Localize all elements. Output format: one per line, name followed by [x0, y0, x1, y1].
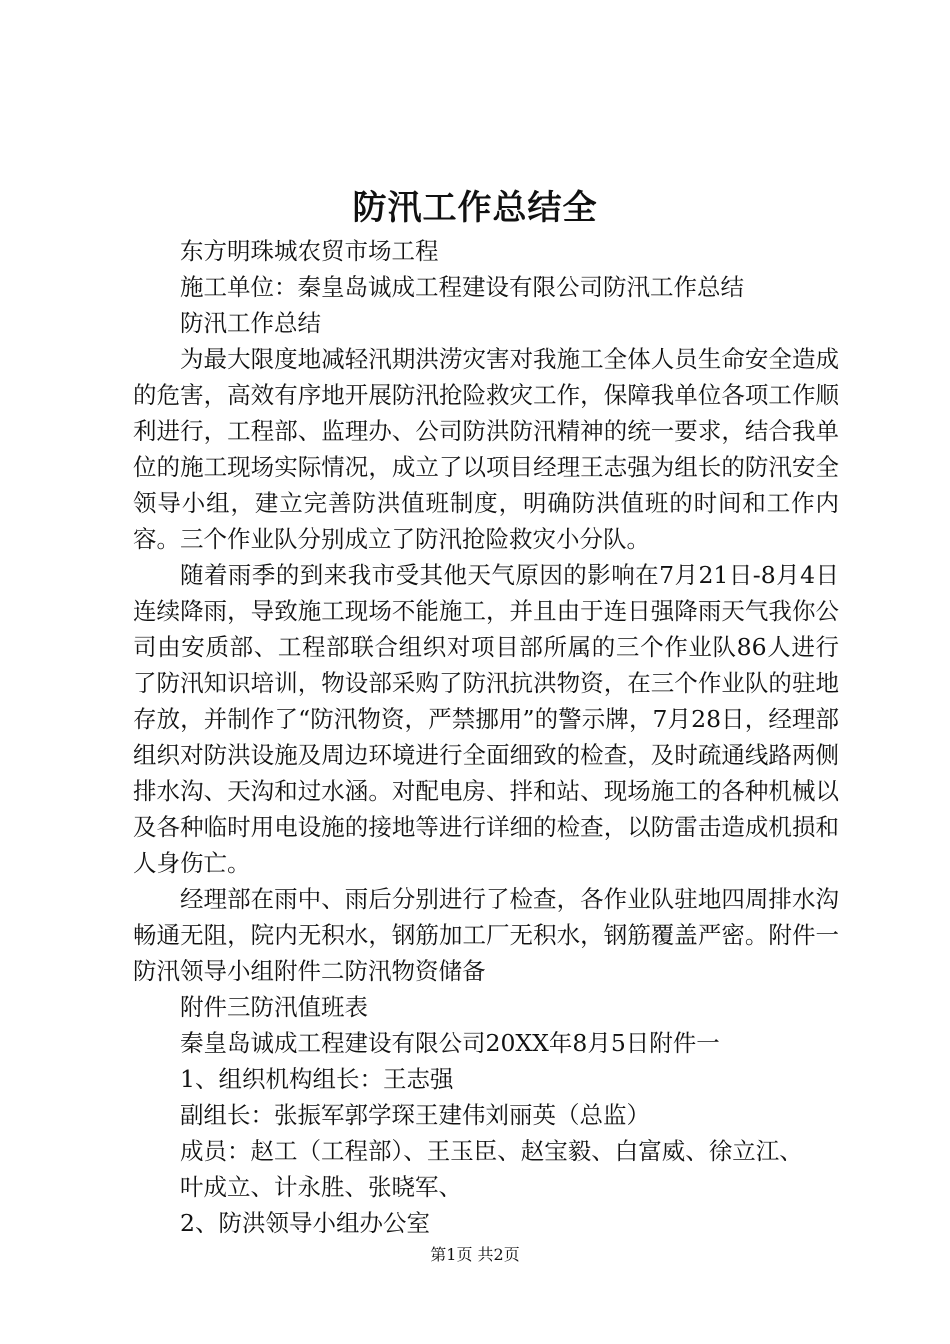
document-title: 防汛工作总结全 [352, 188, 598, 228]
document-body [133, 233, 839, 1241]
project-name-line: 东方明珠城农贸市场工程 [180, 237, 439, 265]
section-heading-line: 防汛工作总结 [180, 309, 321, 337]
organization-leader-line: 1、组织机构组长：王志强 [180, 1065, 454, 1093]
members-continued-line: 叶成立、计永胜、张晓军、 [180, 1173, 462, 1201]
members-line: 成员：赵工（工程部）、王玉臣、赵宝毅、白富威、徐立江、 [180, 1137, 803, 1165]
attachment-line: 附件三防汛值班表 [180, 993, 368, 1021]
body-paragraph: 经理部在雨中、雨后分别进行了检查，各作业队驻地四周排水沟畅通无阻，院内无积水，钢筋加工厂无积水，钢筋覆盖严密。附件一防汛领导小组附件二防汛物资储备 [133, 885, 839, 985]
signature-date-line: 秦皇岛诚成工程建设有限公司20XX年8月5日附件一 [180, 1029, 720, 1057]
deputy-leader-line: 副组长：张振军郭学琛王建伟刘丽英（总监） [180, 1101, 650, 1129]
office-line: 2、防洪领导小组办公室 [180, 1209, 430, 1237]
page-number-footer: 第1页 共2页 [430, 1245, 520, 1264]
construction-unit-line: 施工单位：秦皇岛诚成工程建设有限公司防汛工作总结 [180, 273, 744, 301]
body-paragraph: 为最大限度地减轻汛期洪涝灾害对我施工全体人员生命安全造成的危害，高效有序地开展防汛抢险救灾工作，保障我单位各项工作顺利进行，工程部、监理办、公司防洪防汛精神的统一要求，结合我单位的施工现场实际情况，成立了以项目经理王志强为组长的防汛安全领导小组，建立完善防洪值班制度，明确防洪值班的时间和工作内容。三个作业队分别成立了防汛抢险救灾小分队。 [133, 345, 839, 553]
body-paragraph: 随着雨季的到来我市受其他天气原因的影响在7月21日-8月4日连续降雨，导致施工现场不能施工，并且由于连日强降雨天气我你公司由安质部、工程部联合组织对项目部所属的三个作业队86人进行了防汛知识培训，物设部采购了防汛抗洪物资，在三个作业队的驻地存放，并制作了“防汛物资，严禁挪用”的警示牌，7月28日，经理部组织对防洪设施及周边环境进行全面细致的检查，及时疏通线路两侧排水沟、天沟和过水涵。对配电房、拌和站、现场施工的各种机械以及各种临时用电设施的接地等进行详细的检查，以防雷击造成机损和人身伤亡。 [133, 561, 839, 877]
